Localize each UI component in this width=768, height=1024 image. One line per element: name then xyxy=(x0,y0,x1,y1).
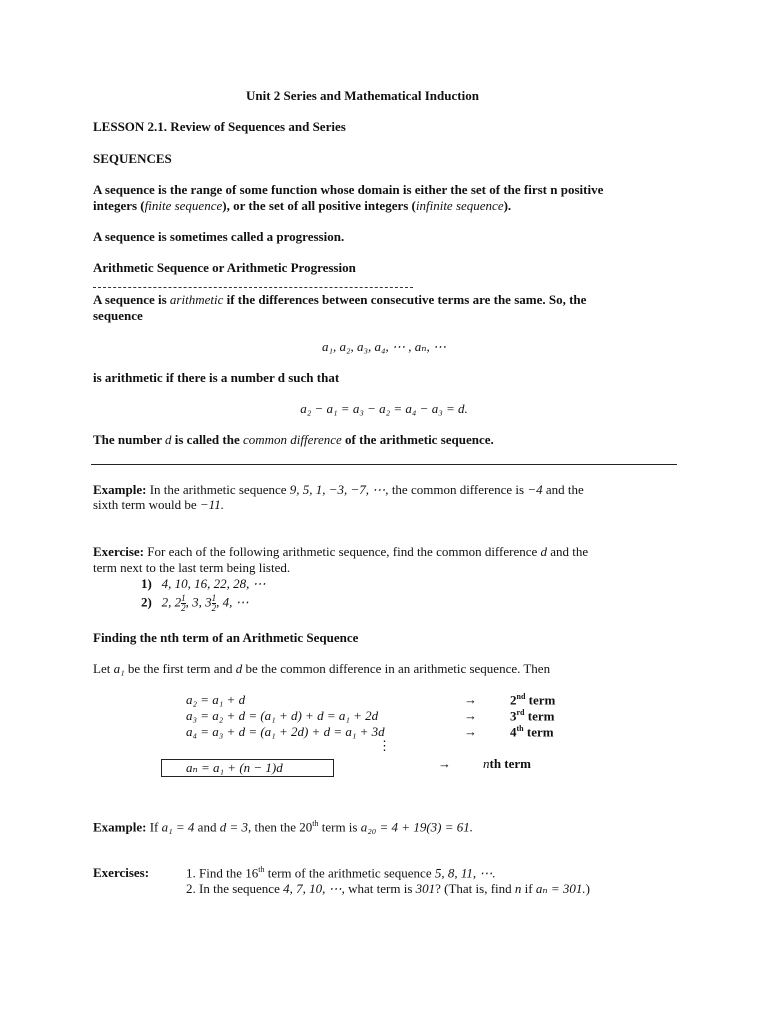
fraction-half-1: $\frac{1}{2}$ xyxy=(181,593,186,613)
exercises-item-2: 2. In the sequence 4, 7, 10, ⋯, what term is 301? (That is, find n if aₙ = 301.) xyxy=(186,881,591,896)
fraction-half-2: $\frac{1}{2}$ xyxy=(211,593,217,613)
exercise-1-line-1: Exercise: For each of the following arithmetic sequence, find the common difference d and the xyxy=(93,544,589,559)
arithmetic-def-line-2: sequence xyxy=(93,308,143,323)
term-row-4: a₄ = a₃ + d = (a₁ + 2d) + d = a₁ + 3d xyxy=(186,724,385,739)
arrow-icon: → xyxy=(464,724,477,739)
exercises-label: Exercises: xyxy=(93,865,150,880)
lesson-title: LESSON 2.1. Review of Sequences and Series xyxy=(93,119,346,134)
example-1-line-2: sixth term would be −11. xyxy=(93,497,224,512)
example-2: Example: If a₁ = 4 and d = 3, then the 20th term is a₂₀ = 4 + 19(3) = 61. xyxy=(93,819,473,835)
term-label-4: 4th term xyxy=(510,724,554,740)
arrow-icon: → xyxy=(464,708,477,723)
heading-underline xyxy=(93,287,413,288)
sequences-heading: SEQUENCES xyxy=(93,151,172,166)
nth-term-heading: Finding the nth term of an Arithmetic Sequence xyxy=(93,630,359,645)
vertical-ellipsis: ⋮ xyxy=(378,738,391,753)
exercise-1-item-2: 2) 2, 2 $\frac{1}{2}$ , 3, 3 $\frac{1}{2}$ , 4, ⋯ xyxy=(141,593,249,613)
difference-equation: a₂ − a₁ = a₃ − a₂ = a₄ − a₃ = d. xyxy=(300,401,468,416)
term-label-2: 2nd term xyxy=(510,692,556,708)
nth-term-formula: aₙ = a₁ + (n − 1)d xyxy=(186,760,283,775)
arithmetic-heading: Arithmetic Sequence or Arithmetic Progression xyxy=(93,260,356,275)
exercises-item-1: 1. Find the 16th term of the arithmetic sequence 5, 8, 11, ⋯. xyxy=(186,865,496,881)
arithmetic-condition: is arithmetic if there is a number d such that xyxy=(93,370,340,385)
section-divider xyxy=(91,464,677,465)
arrow-icon: → xyxy=(464,692,477,707)
term-row-3: a₃ = a₂ + d = (a₁ + d) + d = a₁ + 2d xyxy=(186,708,379,723)
exercise-1-item-1: 1) 4, 10, 16, 22, 28, ⋯ xyxy=(141,576,266,591)
term-label-n: nth term xyxy=(483,756,532,771)
example-1-line-1: Example: In the arithmetic sequence 9, 5, 1, −3, −7, ⋯, the common difference is −4 and the xyxy=(93,482,584,497)
definition-line-1: A sequence is the range of some function whose domain is either the set of the first n positive xyxy=(93,182,604,197)
arithmetic-def-line-1: A sequence is arithmetic if the differences between consecutive terms are the same. So, the xyxy=(93,292,587,307)
nth-term-intro: Let a₁ be the first term and d be the common difference in an arithmetic sequence. Then xyxy=(93,661,551,676)
common-difference-note: The number d is called the common difference of the arithmetic sequence. xyxy=(93,432,494,447)
arrow-icon: → xyxy=(438,756,451,771)
term-label-3: 3rd term xyxy=(510,708,555,724)
term-row-2: a₂ = a₁ + d xyxy=(186,692,246,707)
definition-line-2: integers (finite sequence), or the set of all positive integers (infinite sequence). xyxy=(93,198,512,213)
exercise-1-line-2: term next to the last term being listed. xyxy=(93,560,291,575)
nth-term-formula-box xyxy=(161,759,334,777)
progression-note: A sequence is sometimes called a progression. xyxy=(93,229,345,244)
sequence-notation: a₁, a₂, a₃, a₄, ⋯ , aₙ, ⋯ xyxy=(321,339,447,354)
unit-title: Unit 2 Series and Mathematical Induction xyxy=(246,88,479,103)
